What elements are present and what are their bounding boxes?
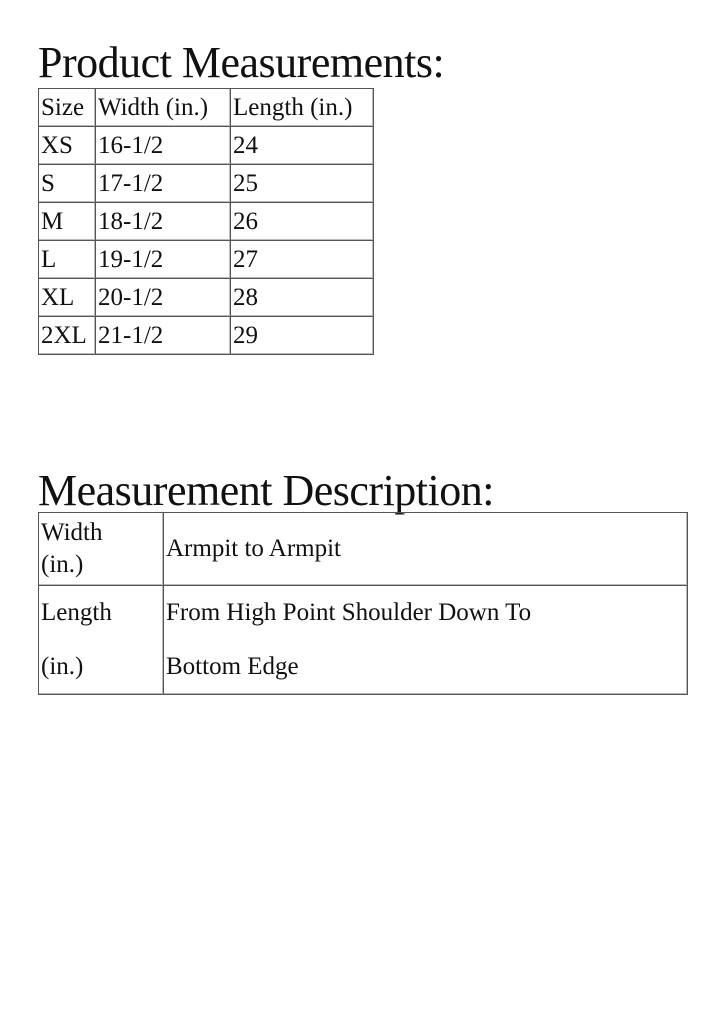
table-header-row — [39, 89, 374, 127]
measurement-name: Length (in.) — [41, 599, 112, 680]
width-cell: 16-1/2 — [96, 127, 231, 165]
description-table — [38, 512, 688, 695]
width-cell: 19-1/2 — [96, 241, 231, 279]
table-row — [39, 203, 374, 241]
length-cell: 25 — [231, 165, 374, 203]
measurement-name-cell — [39, 586, 164, 695]
length-cell: 24 — [231, 127, 374, 165]
measurement-name-cell — [39, 513, 164, 586]
length-cell: 28 — [231, 279, 374, 317]
length-cell: 29 — [231, 317, 374, 355]
header-size: Size — [39, 89, 96, 127]
table-row — [39, 513, 688, 586]
table-row — [39, 317, 374, 355]
size-cell: M — [39, 203, 96, 241]
measurement-description: From High Point Shoulder Down To Bottom Edge — [166, 599, 532, 680]
width-cell: 20-1/2 — [96, 279, 231, 317]
table-row — [39, 279, 374, 317]
size-cell: XL — [39, 279, 96, 317]
header-width: Width (in.) — [96, 89, 231, 127]
width-cell: 21-1/2 — [96, 317, 231, 355]
description-title: Measurement Description: — [38, 466, 494, 515]
size-table — [38, 88, 374, 355]
measurement-description-cell — [164, 513, 688, 586]
size-cell: S — [39, 165, 96, 203]
table-row — [39, 165, 374, 203]
length-cell: 27 — [231, 241, 374, 279]
measurement-description: Armpit to Armpit — [166, 535, 341, 562]
size-cell: L — [39, 241, 96, 279]
width-cell: 17-1/2 — [96, 165, 231, 203]
measurement-description-cell — [164, 586, 688, 695]
size-cell: 2XL — [39, 317, 96, 355]
length-cell: 26 — [231, 203, 374, 241]
size-cell: XS — [39, 127, 96, 165]
table-row — [39, 586, 688, 695]
header-length: Length (in.) — [231, 89, 374, 127]
table-row — [39, 127, 374, 165]
measurements-title: Product Measurements: — [38, 38, 445, 87]
table-row — [39, 241, 374, 279]
measurement-name: Width (in.) — [41, 519, 103, 578]
width-cell: 18-1/2 — [96, 203, 231, 241]
